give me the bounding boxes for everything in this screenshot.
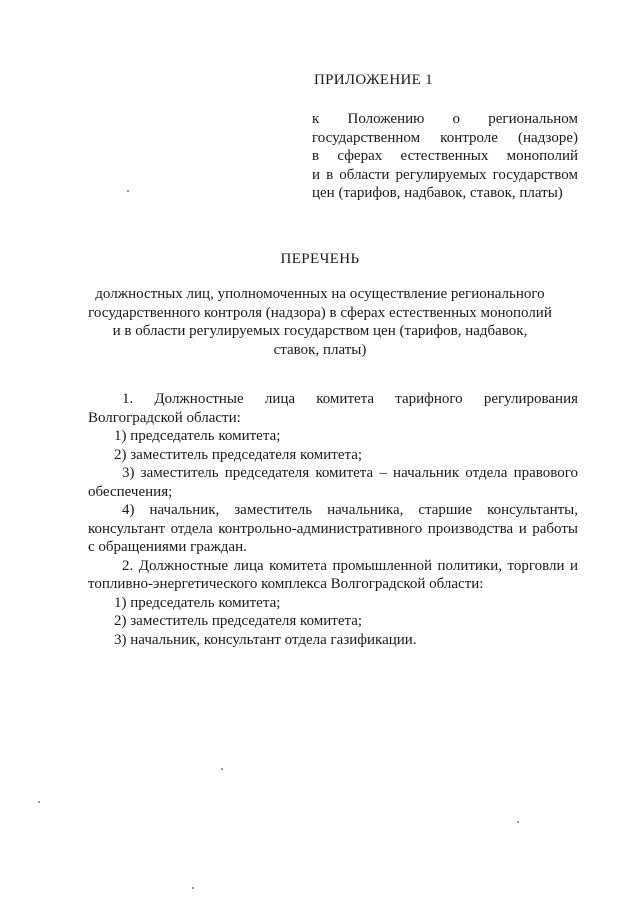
list-subtitle-line: государственного контроля (надзора) в сферах естественных монополий (88, 304, 552, 321)
section-1-item: 1) председатель комитета; (114, 428, 281, 444)
appendix-title: ПРИЛОЖЕНИЕ 1 (314, 72, 433, 88)
scan-speck (221, 768, 223, 770)
appendix-reference-line: государственном контроле (надзоре) (312, 129, 578, 146)
section-1-item: 3) заместитель председателя комитета – начальник отдела правового обеспечения; (88, 465, 578, 500)
list-subtitle-line: должностных лиц, уполномоченных на осуществление регионального (95, 286, 545, 302)
appendix-reference-line: и в области регулируемых государством (312, 166, 578, 183)
section-2-item: 1) председатель комитета; (114, 594, 281, 611)
scan-speck (38, 801, 40, 803)
section-2-item: 3) начальник, консультант отдела газификации. (114, 631, 417, 648)
section-1-item: 2) заместитель председателя комитета; (114, 446, 363, 463)
list-subtitle (80, 285, 560, 359)
section-1-item: 4) начальник, заместитель начальника, старшие консультанты, консультант отдела контрольно-административного производства и работы с обращениями граждан. (88, 502, 578, 555)
appendix-reference-line: к Положению о региональном (312, 111, 578, 127)
list-subtitle-line: и в области регулируемых государством цен (тарифов, надбавок, (112, 323, 528, 339)
scan-speck (517, 821, 519, 823)
list-heading: ПЕРЕЧЕНЬ (280, 251, 360, 267)
document-body (88, 390, 578, 649)
section-2-item: 2) заместитель председателя комитета; (114, 613, 363, 629)
scan-speck (192, 887, 194, 889)
section-2-heading: 2. Должностные лица комитета промышленной политики, торговли и топливно-энергетического комплекса Волгоградской области: (88, 557, 578, 592)
list-subtitle-line: ставок, платы) (273, 341, 367, 358)
section-1-heading: 1. Должностные лица комитета тарифного регулирования Волгоградской области: (88, 391, 578, 426)
scan-speck (127, 190, 129, 192)
appendix-reference (312, 110, 578, 203)
appendix-reference-line: цен (тарифов, надбавок, ставок, платы) (312, 185, 563, 201)
appendix-reference-line: в сферах естественных монополий (312, 148, 578, 164)
